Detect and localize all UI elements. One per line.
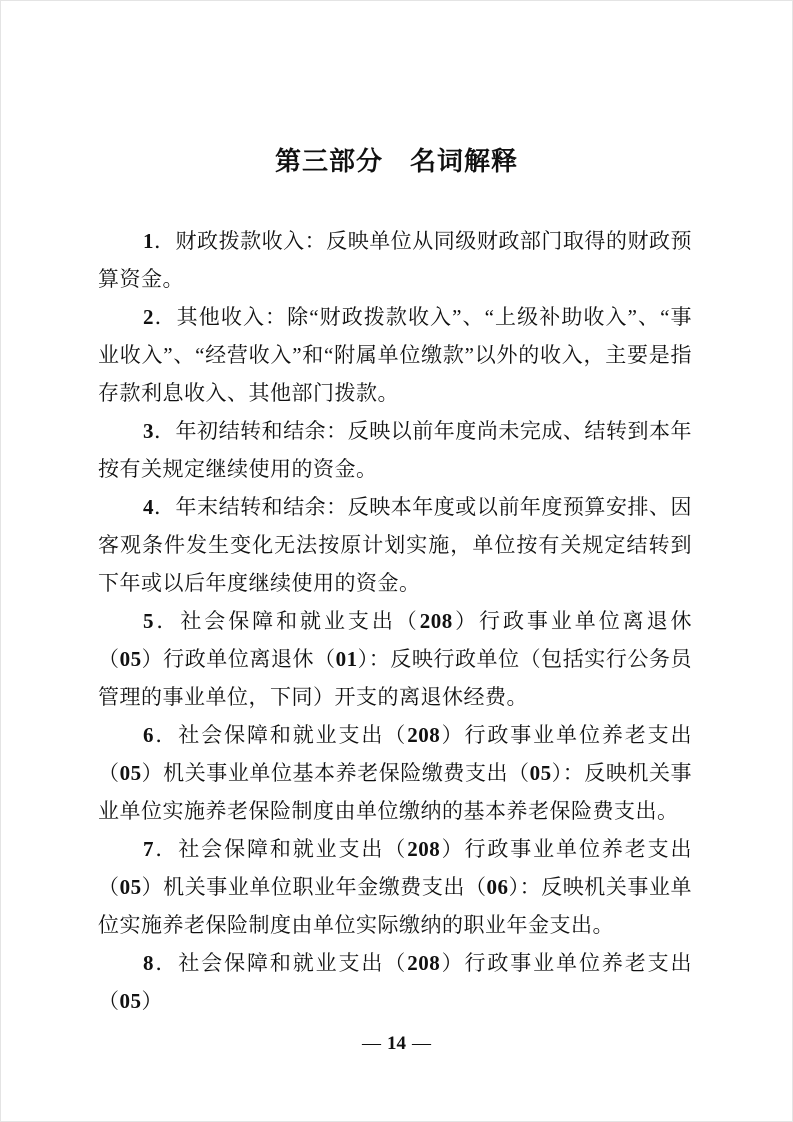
definition-code-text: 208 [407,837,441,861]
definition-code-text: 3 [143,419,154,443]
definition-text: ）行政事业单位离退休（ [98,609,693,671]
definition-text: ．社会保障和就业支出（ [154,837,408,861]
definition-paragraph [98,298,692,412]
definitions-list [0,222,793,1020]
definition-code-text: 05 [119,647,142,671]
definition-text: ．社会保障和就业支出（ [154,723,408,747]
page-footer [0,1032,793,1056]
definition-code-text: 05 [529,761,552,785]
definition-code-text: 4 [143,495,154,519]
definition-text: ）：反映行政单位（包括实行公务员管理的事业单位，下同）开支的离退休经费。 [98,647,693,709]
definition-code-text: 208 [407,723,441,747]
definition-text: ）行政单位离退休（ [141,647,336,671]
section-title: 第三部分 名词解释 [274,146,518,176]
definition-text: ．社会保障和就业支出（ [154,951,408,975]
definition-text: ）行政事业单位养老支出（ [98,723,693,785]
definition-code-text: 6 [143,723,154,747]
definition-text: ）：反映机关事业单位实施养老保险制度由单位缴纳的基本养老保险费支出。 [98,761,693,823]
footer-dash-right: — [412,1033,431,1054]
page-number: 14 [387,1033,406,1054]
definition-paragraph [98,716,692,830]
definition-text: ）机关事业单位职业年金缴费支出（ [141,875,487,899]
definition-paragraph [98,488,692,602]
definition-code-text: 05 [119,989,142,1013]
definition-text: ）行政事业单位养老支出（ [98,837,693,899]
definition-text: ） [141,989,163,1013]
definition-text: ．财政拨款收入：反映单位从同级财政部门取得的财政预算资金。 [98,229,692,291]
definition-code-text: 7 [143,837,154,861]
definition-text: ．年初结转和结余：反映以前年度尚未完成、结转到本年按有关规定继续使用的资金。 [98,419,692,481]
definition-code-text: 2 [143,305,154,329]
definition-paragraph [98,944,692,1020]
definition-text: ．社会保障和就业支出（ [154,609,420,633]
footer-dash-left: — [362,1033,381,1054]
definition-text: ）机关事业单位基本养老保险缴费支出（ [141,761,530,785]
definition-code-text: 208 [407,951,441,975]
definition-text: ）：反映机关事业单位实施养老保险制度由单位实际缴纳的职业年金支出。 [98,875,693,937]
definition-paragraph [98,830,692,944]
definition-text: ）行政事业单位养老支出（ [98,951,693,1013]
definition-code-text: 1 [143,229,154,253]
definition-code-text: 06 [486,875,509,899]
definition-code-text: 208 [419,609,453,633]
definition-code-text: 8 [143,951,154,975]
definition-code-text: 05 [119,875,142,899]
definition-paragraph [98,412,692,488]
definition-paragraph [98,222,692,298]
definition-text: ．年末结转和结余：反映本年度或以前年度预算安排、因客观条件发生变化无法按原计划实施，单位按有关规定结转到下年或以后年度继续使用的资金。 [98,495,692,595]
definition-text: ．其他收入：除“财政拨款收入”、“上级补助收入”、“事业收入”、“经营收入”和“附属单位缴款”以外的收入，主要是指存款利息收入、其他部门拨款。 [98,305,692,405]
definition-paragraph [98,602,692,716]
definition-code-text: 01 [335,647,358,671]
definition-code-text: 5 [143,609,154,633]
definition-code-text: 05 [119,761,142,785]
